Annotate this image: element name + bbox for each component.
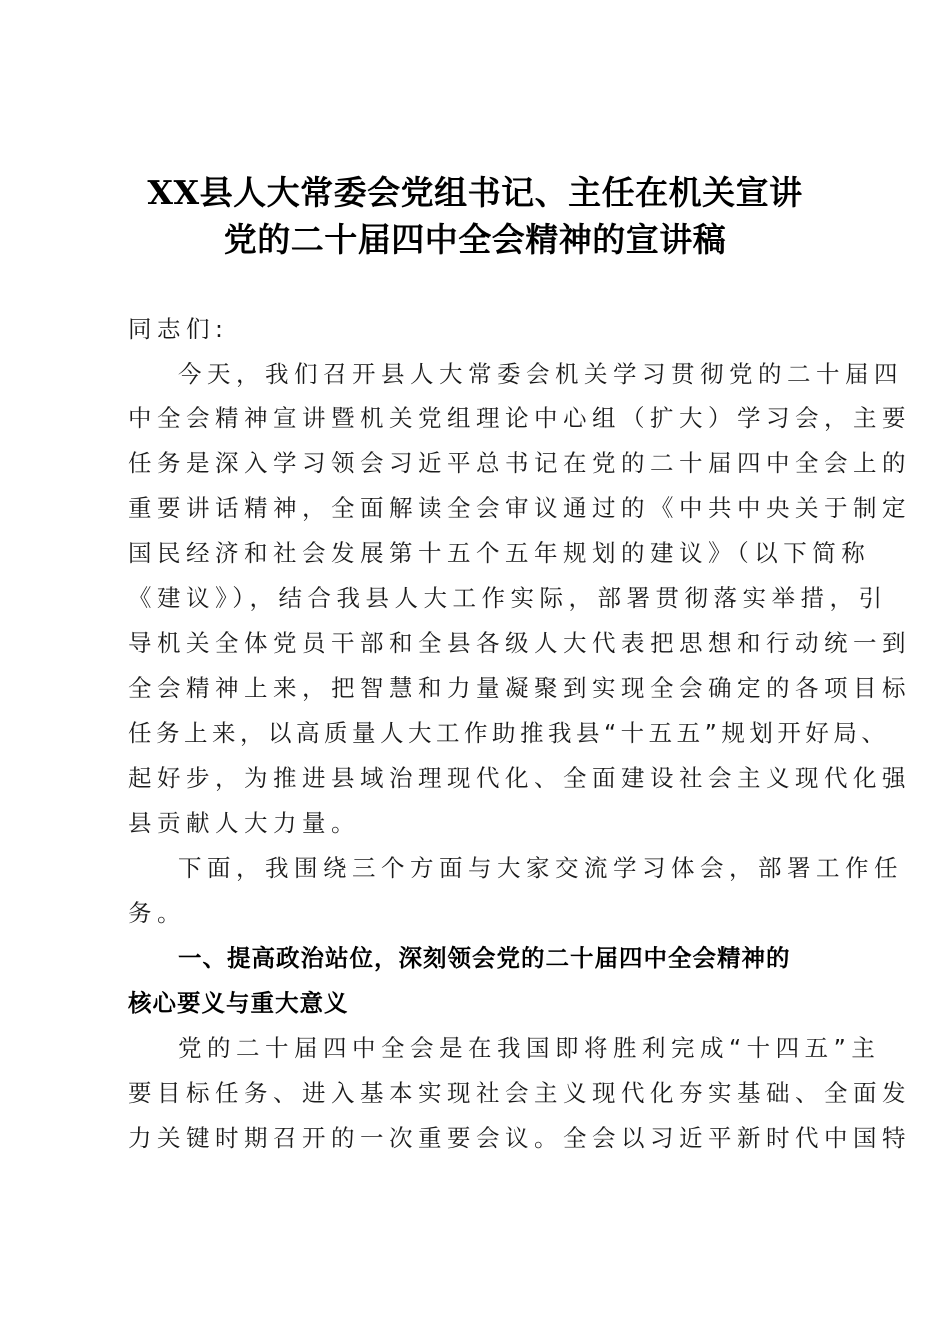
paragraph-1-line: 任务是深入学习领会习近平总书记在党的二十届四中全会上的	[128, 449, 911, 477]
paragraph-1-line: 中全会精神宣讲暨机关党组理论中心组（扩大）学习会，主要	[128, 404, 911, 432]
paragraph-2-line: 下面，我围绕三个方面与大家交流学习体会，部署工作任	[178, 854, 903, 882]
paragraph-1-line: 今天，我们召开县人大常委会机关学习贯彻党的二十届四	[178, 360, 903, 388]
paragraph-1-line: 全会精神上来，把智慧和力量凝聚到实现全会确定的各项目标	[128, 674, 911, 702]
paragraph-3-line: 要目标任务、进入基本实现社会主义现代化夯实基础、全面发	[128, 1079, 911, 1107]
paragraph-1-line: 重要讲话精神，全面解读全会审议通过的《中共中央关于制定	[128, 494, 911, 522]
paragraph-1-line: 国民经济和社会发展第十五个五年规划的建议》（以下简称	[128, 539, 871, 567]
section-heading-line-2: 核心要义与重大意义	[128, 989, 349, 1017]
paragraph-1-line: 导机关全体党员干部和全县各级人大代表把思想和行动统一到	[128, 629, 911, 657]
paragraph-2-line: 务。	[128, 899, 186, 927]
section-heading-line-1: 一、提高政治站位，深刻领会党的二十届四中全会精神的	[178, 944, 791, 972]
paragraph-1-line: 任务上来，以高质量人大工作助推我县“十五五”规划开好局、	[128, 719, 890, 747]
paragraph-1-line: 起好步，为推进县域治理现代化、全面建设社会主义现代化强	[128, 764, 911, 792]
document-title-line-1: XX县人大常委会党组书记、主任在机关宣讲	[147, 173, 803, 212]
paragraph-3-line: 力关键时期召开的一次重要会议。全会以习近平新时代中国特	[128, 1124, 911, 1152]
salutation: 同志们:	[128, 315, 229, 343]
paragraph-1-line: 《建议》），结合我县人大工作实际，部署贯彻落实举措，引	[128, 584, 888, 612]
paragraph-1-line: 县贡献人大力量。	[128, 809, 360, 837]
paragraph-3-line: 党的二十届四中全会是在我国即将胜利完成“十四五”主	[178, 1034, 881, 1062]
document-title-line-2: 党的二十届四中全会精神的宣讲稿	[223, 220, 727, 259]
